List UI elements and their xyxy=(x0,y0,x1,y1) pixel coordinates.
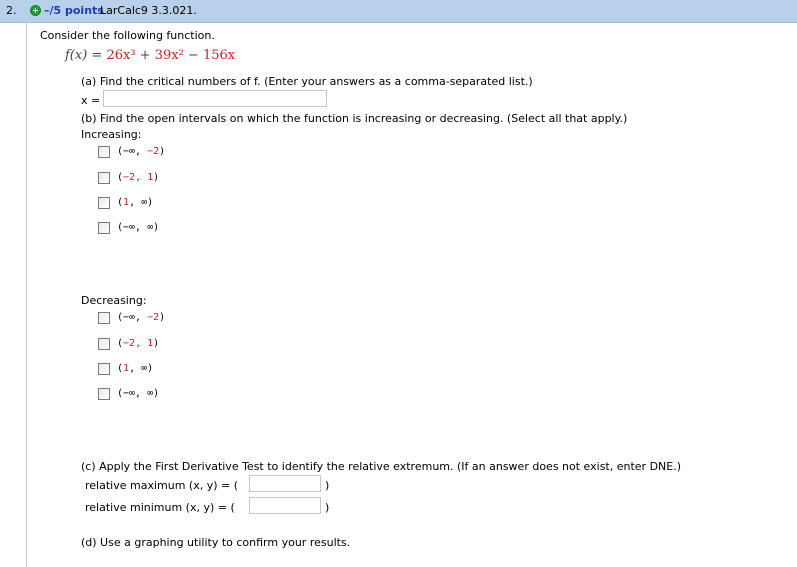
part-c-prompt: (c) Apply the First Derivative Test to identify the relative extremum. (If an answer does not exist, enter DNE.) xyxy=(81,460,682,473)
intro-text: Consider the following function. xyxy=(40,29,215,42)
decreasing-label: Decreasing: xyxy=(81,294,147,307)
question-number: 2. xyxy=(6,4,17,17)
increasing-option-label-1: (−∞, −2) xyxy=(117,146,166,157)
decreasing-option-label-4: (−∞, ∞) xyxy=(117,388,160,399)
relative-min-label: relative minimum (x, y) = ( xyxy=(85,501,235,514)
function-op-1: + xyxy=(135,48,155,63)
increasing-option-label-4: (−∞, ∞) xyxy=(117,222,160,233)
points-label: –/5 points xyxy=(44,4,104,17)
question-source: LarCalc9 3.3.021. xyxy=(100,4,197,17)
function-expression xyxy=(65,48,235,63)
increasing-checkbox-3[interactable] xyxy=(98,197,110,209)
relative-max-close-paren: ) xyxy=(325,479,330,492)
relative-max-label: relative maximum (x, y) = ( xyxy=(85,479,239,492)
decreasing-checkbox-2[interactable] xyxy=(98,338,110,350)
increasing-checkbox-2[interactable] xyxy=(98,172,110,184)
decreasing-checkbox-3[interactable] xyxy=(98,363,110,375)
relative-max-input[interactable] xyxy=(249,475,321,492)
decreasing-option-label-1: (−∞, −2) xyxy=(117,312,166,323)
part-b-prompt: (b) Find the open intervals on which the function is increasing or decreasing. (Select all that apply.) xyxy=(81,112,628,125)
function-term-2: 39x² xyxy=(154,48,184,63)
increasing-option-label-3: (1, ∞) xyxy=(117,197,154,208)
function-lhs: f(x) = xyxy=(65,48,107,63)
relative-min-input[interactable] xyxy=(249,497,321,514)
increasing-label: Increasing: xyxy=(81,128,142,141)
increasing-option-label-2: (−2, 1) xyxy=(117,172,160,183)
question-header xyxy=(0,0,797,23)
part-a-prompt: (a) Find the critical numbers of f. (Enter your answers as a comma-separated list.) xyxy=(81,75,533,88)
function-term-1: 26x³ xyxy=(106,48,136,63)
relative-min-close-paren: ) xyxy=(325,501,330,514)
expand-plus-icon[interactable] xyxy=(30,5,41,16)
function-op-2: − xyxy=(183,48,203,63)
decreasing-checkbox-1[interactable] xyxy=(98,312,110,324)
part-a-label: x = xyxy=(81,94,101,107)
decreasing-option-label-2: (−2, 1) xyxy=(117,338,160,349)
left-divider xyxy=(26,23,27,567)
part-d-prompt: (d) Use a graphing utility to confirm your results. xyxy=(81,536,351,549)
increasing-checkbox-1[interactable] xyxy=(98,146,110,158)
decreasing-option-label-3: (1, ∞) xyxy=(117,363,154,374)
decreasing-checkbox-4[interactable] xyxy=(98,388,110,400)
critical-numbers-input[interactable] xyxy=(103,90,327,107)
function-term-3: 156x xyxy=(202,48,236,63)
increasing-checkbox-4[interactable] xyxy=(98,222,110,234)
